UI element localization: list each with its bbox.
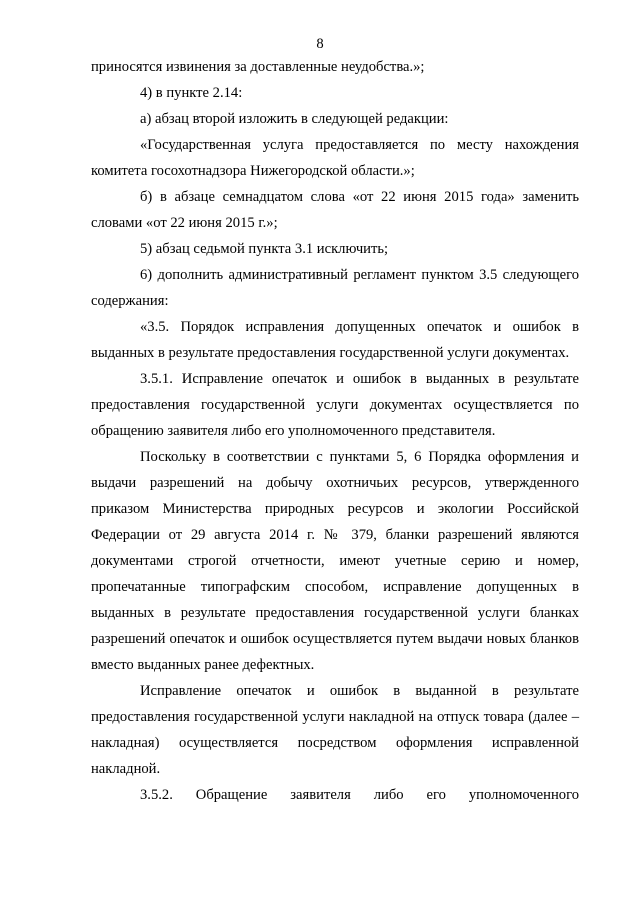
paragraph-item-6: 6) дополнить административный регламент пунктом 3.5 следующего содержания: — [91, 267, 579, 309]
paragraph-invoice-correction: Исправление опечаток и ошибок в выданной в результате предоставления государственной услуги накладной на отпуск товара (далее – накладная) осуществляется посредством оформления исправленной накладной. — [91, 683, 579, 777]
paragraph-item-a: а) абзац второй изложить в следующей редакции: — [140, 111, 449, 127]
paragraph-item-5: 5) абзац седьмой пункта 3.1 исключить; — [140, 241, 389, 257]
paragraph-section-3-5-2: 3.5.2. Обращение заявителя либо его уполномоченного — [140, 787, 579, 803]
document-body — [91, 54, 579, 808]
paragraph-permits-blanks: Поскольку в соответствии с пунктами 5, 6 Порядка оформления и выдачи разрешений на добычу охотничьих ресурсов, утвержденного приказом Министерства природных ресурсов и экологии Российской Федерации от 29 августа 2014 г. № 379, бланки разрешений являются документами строгой отчетности, имеют учетные серию и номер, пропечатанные типографским способом, исправление допущенных в выданных в результате предоставления государственной услуги бланках разрешений опечаток и ошибок осуществляется путем выдачи новых бланков вместо выданных ранее дефектных. — [91, 449, 579, 673]
paragraph-apology-end: приносятся извинения за доставленные неудобства.»; — [91, 59, 425, 75]
paragraph-item-b: б) в абзаце семнадцатом слова «от 22 июня 2015 года» заменить словами «от 22 июня 2015 г.»; — [91, 189, 579, 231]
paragraph-section-3-5-1: 3.5.1. Исправление опечаток и ошибок в выданных в результате предоставления государственной услуги документах осуществляется по обращению заявителя либо его уполномоченного представителя. — [91, 371, 579, 439]
page-number: 8 — [316, 36, 324, 52]
paragraph-section-3-5: «3.5. Порядок исправления допущенных опечаток и ошибок в выданных в результате предоставления государственной услуги документах. — [91, 319, 579, 361]
paragraph-item-4: 4) в пункте 2.14: — [140, 85, 243, 101]
paragraph-quote-service-location: «Государственная услуга предоставляется по месту нахождения комитета госохотнадзора Нижегородской области.»; — [91, 137, 579, 179]
